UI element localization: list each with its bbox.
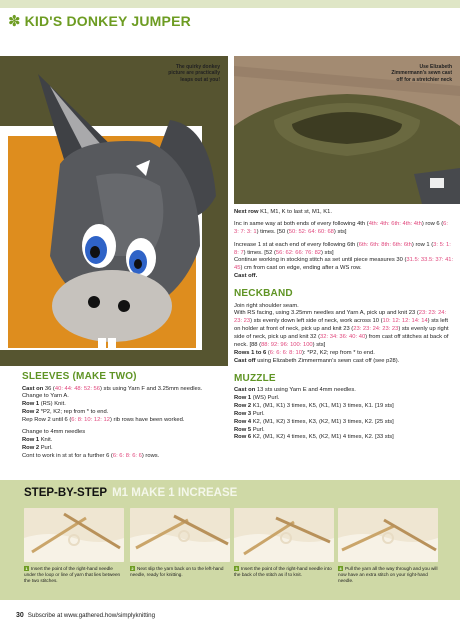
knitting-photo bbox=[24, 508, 124, 562]
top-strip bbox=[0, 0, 460, 8]
step-text: 2 Next slip the yarn back on to the left-hand needle, ready for knitting. bbox=[130, 566, 224, 578]
knitting-photo bbox=[130, 508, 230, 562]
step-4 bbox=[338, 508, 438, 584]
step-2 bbox=[130, 508, 230, 578]
paragraph: Increase 1 st at each end of every following 6th (6th: 6th: 8th: 6th: 6th) row 1 (3: 5: 1: 8: 7) times. [52 (56: 62: 66: 76: 82) sts] Continue working in stocking stitch as set until piece measures 30 (31.5: 33.5: 37: 41: 45) cm from cast on edge, ending after a WS row. Cast off. bbox=[234, 241, 454, 280]
paragraph: Cast on 36 (40: 44: 48: 52: 56) sts using Yarn F and 3.25mm needles. Change to Yarn A. Row 1 (RS) Knit. Row 2 *P2, K2; rep from * to end. Rep Row 2 until 6 (6: 8: 10: 12: 12) rib rows have been worked. bbox=[22, 385, 203, 424]
step-by-step-panel bbox=[0, 480, 460, 600]
page-footer bbox=[16, 612, 155, 619]
page-title: KID'S DONKEY JUMPER bbox=[24, 13, 191, 29]
step-by-step-heading: STEP-BY-STEP M1 MAKE 1 INCREASE bbox=[24, 487, 238, 499]
paragraph: Cast on 13 sts using Yarn E and 4mm needles. Row 1 (WS) Purl. Row 2 K1, (M1, K1) 3 times, K5, (K1, M1) 3 times, K1. [19 sts] Row 3 Purl. Row 4 K2, (M1, K2) 3 times, K3, (K2, M1) 3 times, K2. [25 sts] Row 5 Purl. Row 6 K2, (M1, K2) 4 times, K5, (K2, M1) 4 times, K2. [33 sts] bbox=[234, 387, 394, 441]
subscribe-link[interactable]: Subscribe at www.gathered.how/simplyknitting bbox=[27, 612, 156, 619]
neckband-photo bbox=[234, 56, 460, 204]
page-number: 30 bbox=[16, 612, 24, 619]
section-heading: NECKBAND bbox=[234, 288, 293, 299]
flower-icon: ✽ bbox=[8, 11, 21, 30]
step-text: 1 Insert the point of the right-hand needle under the loop or line of yarn that lies between the two stitches. bbox=[24, 566, 121, 584]
step-text: 4 Pull the yarn all the way through and you will now have an extra stitch on your right-hand needle. bbox=[338, 566, 438, 584]
step-3 bbox=[234, 508, 334, 578]
donkey-jumper-photo bbox=[0, 56, 228, 366]
paragraph: Join right shoulder seam. With RS facing, using 3.25mm needles and Yarn A, pick up and knit 23 (23: 23: 24: 23: 23) sts evenly down left side of neck, work across 10 (10: 12: 12: 14: 14) sts left on holder at front of neck, pick up and knit 23 (23: 23: 24: 23: 23) sts evenly up right side of neck, pick up and knit 32 (32: 34: 36: 40: 40) from cast off stitches at back of neck. [88 (88: 92: 96: 100: 100) sts] Rows 1 to 6 (6: 6: 6: 8: 10): *P2, K2; rep from * to end. Cast off using Elizabeth Zimmermann's sewn cast off (see p28). bbox=[234, 302, 449, 364]
pattern-text-right bbox=[234, 209, 454, 447]
step-1 bbox=[24, 508, 124, 584]
paragraph: Change to 4mm needles Row 1 Knit. Row 2 Purl. Cont to work in st st for a further 6 (6: 6: 8: 6: 6) rows. bbox=[22, 429, 160, 460]
photo-caption: Use Elizabeth Zimmermann's sewn cast off for a stretchier neck bbox=[391, 64, 452, 83]
knitting-photo bbox=[338, 508, 438, 562]
section-heading: MUZZLE bbox=[234, 372, 276, 384]
section-heading: SLEEVES (MAKE TWO) bbox=[22, 371, 137, 382]
step-text: 3 Insert the point of the right-hand needle into the back of the stitch as if to knit. bbox=[234, 566, 332, 578]
knitting-photo bbox=[234, 508, 334, 562]
photo-caption: The quirky donkey picture are practically leaps out at you! bbox=[168, 64, 220, 83]
page-header bbox=[0, 9, 460, 33]
paragraph: Inc in same way at both ends of every following 4th (4th: 4th: 6th: 4th: 4th) row 6 (6: 3: 7: 3: 1) times. [50 (50: 52: 64: 60: 68) sts] bbox=[234, 221, 448, 236]
pattern-text-left bbox=[22, 368, 227, 465]
paragraph: Next row K1, M1, K to last st, M1, K1. bbox=[234, 209, 332, 215]
